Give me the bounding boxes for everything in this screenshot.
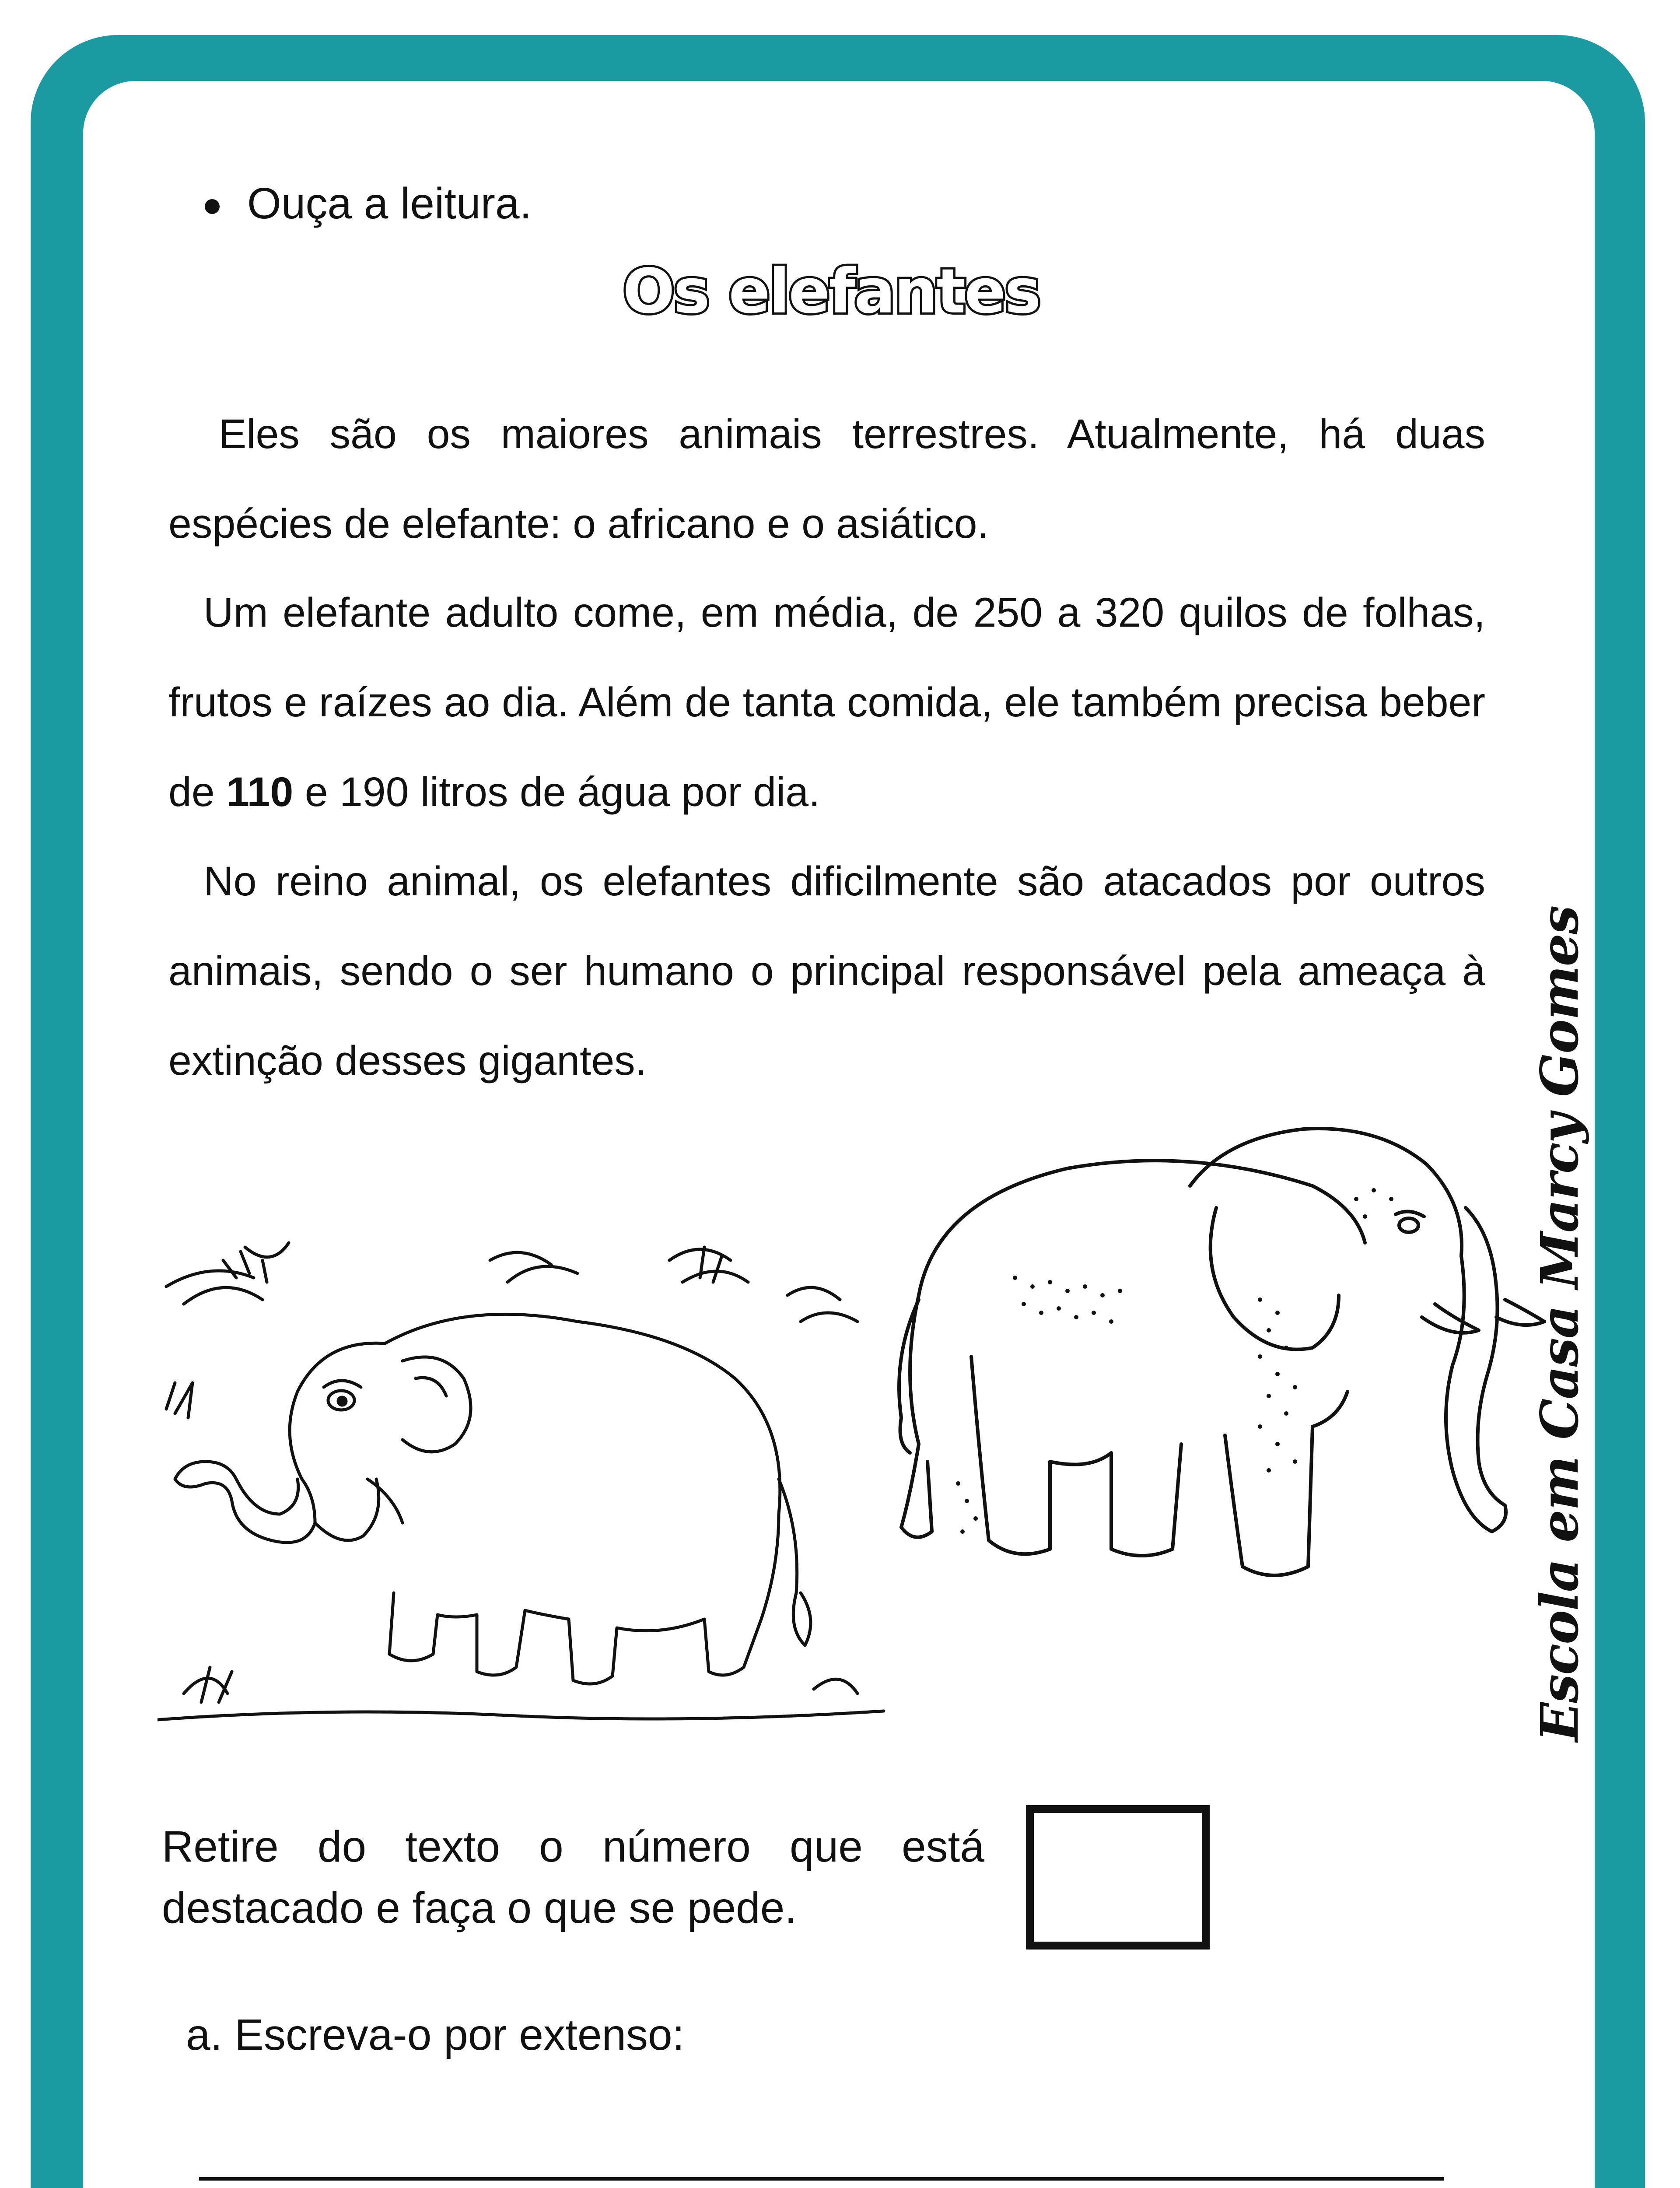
instruction-label: Ouça a leitura.	[247, 179, 532, 228]
task-instruction: Retire do texto o número que está destacado e faça o que se pede.	[162, 1822, 984, 1932]
question-a: a. Escreva-o por extenso:	[186, 2010, 685, 2059]
paragraph-2-start: Um elefante adulto come, em média, de 250 a 320 quilos de folhas, frutos e raízes ao dia. Além de tanta comida, ele também precisa beber de	[168, 589, 1485, 815]
paragraph-3: No reino animal, os elefantes dificilmente são atacados por outros animais, sendo o ser humano o principal responsável pela ameaça à extinção desses gigantes.	[168, 858, 1485, 1084]
watermark-text: Escola em Casa Marcy Gomes	[1529, 906, 1590, 1742]
walking-elephant-illustration	[884, 1112, 1558, 1654]
paragraph-2	[168, 568, 1485, 837]
answer-box[interactable]	[1026, 1805, 1210, 1950]
highlighted-number: 110	[226, 769, 294, 815]
answer-line[interactable]	[199, 2177, 1444, 2181]
instruction-text	[199, 173, 532, 234]
paragraph-2-end: e 190 litros de água por dia.	[293, 769, 820, 815]
cartoon-elephant-illustration	[158, 1234, 901, 1750]
page-title: Os elefantes	[623, 256, 1040, 327]
paragraph-1: Eles são os maiores animais terrestres. Atualmente, há duas espécies de elefante: o africano e o asiático.	[168, 411, 1485, 547]
